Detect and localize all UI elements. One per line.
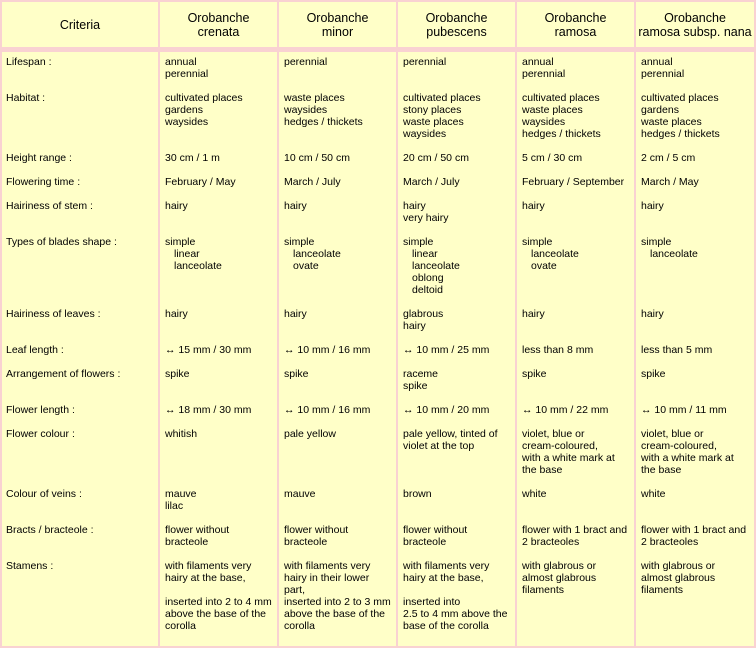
criterion-label: Hairiness of stem :: [6, 200, 93, 212]
value-line: [403, 584, 515, 596]
value-cell: [160, 148, 277, 172]
header-criteria-label: Criteria: [59, 17, 101, 32]
criterion-cell: [2, 148, 158, 172]
value-cell: [160, 196, 277, 232]
value-line: inserted into: [403, 596, 461, 608]
header-species: [636, 2, 754, 47]
value-cell: [279, 196, 396, 232]
value-line: linear: [412, 248, 438, 260]
value-cell: [279, 172, 396, 196]
species-epithet: ramosa: [554, 24, 597, 39]
value-line: base of the corolla: [403, 620, 489, 632]
value-line: inserted into 2 to 4 mm: [165, 596, 272, 608]
value-line: March / July: [284, 176, 341, 188]
value-line: bracteole: [403, 536, 447, 548]
criterion-label: Height range :: [6, 152, 72, 164]
value-line: simple: [641, 236, 672, 248]
value-line: with a white mark at: [522, 452, 615, 464]
value-cell: [398, 148, 515, 172]
criterion-label: Types of blades shape :: [6, 236, 117, 248]
value-line: pale yellow, tinted of: [403, 428, 498, 440]
value-line: perennial: [403, 56, 447, 68]
value-line: flower without: [284, 524, 349, 536]
value-line: linear: [174, 248, 200, 260]
value-line: perennial: [641, 68, 685, 80]
value-cell: [398, 364, 515, 400]
value-line: hedges / thickets: [641, 128, 720, 140]
value-line: flower without: [165, 524, 230, 536]
criterion-cell: [2, 400, 158, 424]
value-line: March / July: [403, 176, 460, 188]
value-line: filaments: [641, 584, 684, 596]
value-cell: [279, 148, 396, 172]
value-line: flower with 1 bract and: [522, 524, 628, 536]
value-line: ↔ 10 mm / 25 mm: [403, 344, 515, 356]
value-cell: [160, 88, 277, 148]
header-species: [517, 2, 634, 47]
criterion-label: Leaf length :: [6, 344, 64, 356]
criterion-cell: [2, 424, 158, 484]
value-line: cultivated places: [403, 92, 481, 104]
value-line: with filaments very: [165, 560, 252, 572]
value-cell: [517, 556, 634, 646]
header-species: [160, 2, 277, 47]
value-line: spike: [165, 368, 190, 380]
value-line: hairy: [284, 200, 307, 212]
value-line: cultivated places: [522, 92, 600, 104]
value-cell: [160, 520, 277, 556]
value-cell: [398, 232, 515, 304]
value-line: hairy: [641, 200, 664, 212]
value-line: lanceolate: [174, 260, 222, 272]
species-genus: Orobanche: [425, 10, 488, 25]
value-cell: [636, 400, 754, 424]
value-cell: [398, 424, 515, 484]
value-cell: [636, 52, 754, 88]
value-line: February / May: [165, 176, 236, 188]
value-cell: [279, 520, 396, 556]
value-cell: [636, 424, 754, 484]
value-line: almost glabrous: [641, 572, 716, 584]
value-cell: [398, 304, 515, 340]
value-line: waysides: [284, 104, 328, 116]
value-line: above the base of the: [284, 608, 385, 620]
value-line: corolla: [165, 620, 196, 632]
value-line: hairy: [403, 200, 426, 212]
value-line: annual: [641, 56, 673, 68]
criterion-label: Flower length :: [6, 404, 75, 416]
value-line: filaments: [522, 584, 565, 596]
value-line: hedges / thickets: [522, 128, 601, 140]
value-line: spike: [284, 368, 309, 380]
value-cell: [279, 424, 396, 484]
value-cell: [517, 340, 634, 364]
value-cell: [636, 88, 754, 148]
value-line: [165, 584, 277, 596]
value-cell: [636, 304, 754, 340]
value-cell: [279, 52, 396, 88]
value-cell: [517, 88, 634, 148]
criterion-label: Hairiness of leaves :: [6, 308, 101, 320]
value-line: flower without: [403, 524, 468, 536]
value-line: 2 cm / 5 cm: [641, 152, 696, 164]
value-line: cultivated places: [165, 92, 243, 104]
value-cell: [160, 424, 277, 484]
value-line: bracteole: [165, 536, 209, 548]
species-epithet: pubescens: [426, 24, 487, 39]
value-line: bracteole: [284, 536, 328, 548]
value-cell: [160, 364, 277, 400]
value-cell: [160, 52, 277, 88]
value-line: deltoid: [412, 284, 443, 296]
value-line: 10 cm / 50 cm: [284, 152, 350, 164]
value-line: ↔ 15 mm / 30 mm: [165, 344, 277, 356]
value-line: waste places: [403, 116, 464, 128]
criterion-label: Habitat :: [6, 92, 46, 104]
value-line: oblong: [412, 272, 444, 284]
value-line: ↔ 18 mm / 30 mm: [165, 404, 277, 416]
criterion-cell: [2, 364, 158, 400]
value-line: 30 cm / 1 m: [165, 152, 220, 164]
value-cell: [517, 196, 634, 232]
value-line: spike: [522, 368, 547, 380]
value-line: gardens: [641, 104, 679, 116]
value-cell: [160, 400, 277, 424]
value-cell: [517, 400, 634, 424]
value-line: inserted into 2 to 3 mm: [284, 596, 391, 608]
value-line: ↔ 10 mm / 20 mm: [403, 404, 515, 416]
value-line: with glabrous or: [641, 560, 716, 572]
value-line: waste places: [284, 92, 345, 104]
value-cell: [398, 520, 515, 556]
value-cell: [160, 484, 277, 520]
value-line: spike: [641, 368, 666, 380]
value-cell: [279, 340, 396, 364]
value-line: lanceolate: [412, 260, 460, 272]
value-line: hedges / thickets: [284, 116, 363, 128]
criterion-label: Arrangement of flowers :: [6, 368, 121, 380]
value-cell: [636, 556, 754, 646]
value-line: brown: [403, 488, 432, 500]
header-species: [279, 2, 396, 47]
value-line: perennial: [284, 56, 328, 68]
criterion-cell: [2, 196, 158, 232]
value-line: less than 5 mm: [641, 344, 713, 356]
value-cell: [517, 148, 634, 172]
value-cell: [517, 232, 634, 304]
value-line: cultivated places: [641, 92, 719, 104]
species-genus: Orobanche: [306, 10, 369, 25]
value-line: hairy: [522, 200, 545, 212]
species-epithet: ramosa subsp. nana: [638, 24, 752, 39]
value-line: mauve: [284, 488, 316, 500]
value-line: cream-coloured,: [641, 440, 717, 452]
value-line: 2 bracteoles: [522, 536, 580, 548]
value-line: ↔ 10 mm / 16 mm: [284, 404, 396, 416]
value-cell: [636, 232, 754, 304]
criterion-label: Bracts / bracteole :: [6, 524, 94, 536]
value-line: violet at the top: [403, 440, 475, 452]
criterion-cell: [2, 88, 158, 148]
value-line: almost glabrous: [522, 572, 597, 584]
value-line: simple: [522, 236, 553, 248]
value-line: 2 bracteoles: [641, 536, 699, 548]
value-line: white: [641, 488, 666, 500]
value-line: waysides: [165, 116, 209, 128]
value-cell: [636, 148, 754, 172]
value-line: hairy: [165, 308, 188, 320]
value-line: spike: [403, 380, 428, 392]
value-cell: [279, 484, 396, 520]
header-species: [398, 2, 515, 47]
criterion-cell: [2, 304, 158, 340]
value-line: waysides: [522, 116, 566, 128]
value-line: hairy at the base,: [165, 572, 246, 584]
value-cell: [517, 172, 634, 196]
value-cell: [636, 364, 754, 400]
criterion-cell: [2, 556, 158, 646]
value-line: white: [522, 488, 547, 500]
value-line: with filaments very: [403, 560, 490, 572]
value-line: less than 8 mm: [522, 344, 594, 356]
value-line: March / May: [641, 176, 699, 188]
value-line: glabrous: [403, 308, 444, 320]
value-line: ovate: [293, 260, 319, 272]
criterion-cell: [2, 340, 158, 364]
value-line: waste places: [522, 104, 583, 116]
value-line: February / September: [522, 176, 625, 188]
value-line: with a white mark at: [641, 452, 734, 464]
value-cell: [398, 172, 515, 196]
criterion-label: Lifespan :: [6, 56, 52, 68]
criterion-label: Flower colour :: [6, 428, 75, 440]
value-line: ovate: [531, 260, 557, 272]
species-epithet: crenata: [197, 24, 240, 39]
value-line: mauve: [165, 488, 197, 500]
value-line: lilac: [165, 500, 184, 512]
value-line: corolla: [284, 620, 315, 632]
criterion-label: Stamens :: [6, 560, 54, 572]
value-cell: [517, 52, 634, 88]
value-line: with filaments very: [284, 560, 371, 572]
value-cell: [398, 196, 515, 232]
value-line: hairy: [165, 200, 188, 212]
value-cell: [398, 340, 515, 364]
value-line: annual: [522, 56, 554, 68]
value-cell: [398, 556, 515, 646]
value-line: cream-coloured,: [522, 440, 598, 452]
value-line: waysides: [403, 128, 447, 140]
value-line: hairy: [284, 308, 307, 320]
value-cell: [279, 88, 396, 148]
value-cell: [160, 232, 277, 304]
value-line: ↔ 10 mm / 16 mm: [284, 344, 396, 356]
value-line: waste places: [641, 116, 702, 128]
criterion-cell: [2, 172, 158, 196]
header-criteria: [2, 2, 158, 47]
value-cell: [517, 304, 634, 340]
value-cell: [398, 52, 515, 88]
value-line: 2.5 to 4 mm above the: [403, 608, 508, 620]
value-line: simple: [165, 236, 196, 248]
value-cell: [279, 556, 396, 646]
value-cell: [636, 340, 754, 364]
value-cell: [279, 232, 396, 304]
value-line: perennial: [165, 68, 209, 80]
value-line: hairy: [641, 308, 664, 320]
value-line: ↔ 10 mm / 11 mm: [641, 404, 754, 416]
value-line: 5 cm / 30 cm: [522, 152, 583, 164]
value-cell: [160, 340, 277, 364]
value-cell: [160, 172, 277, 196]
criterion-cell: [2, 52, 158, 88]
value-line: flower with 1 bract and: [641, 524, 747, 536]
value-line: part,: [284, 584, 306, 596]
value-cell: [398, 484, 515, 520]
value-cell: [398, 88, 515, 148]
value-cell: [279, 364, 396, 400]
value-line: with glabrous or: [522, 560, 597, 572]
value-line: simple: [284, 236, 315, 248]
value-line: pale yellow: [284, 428, 336, 440]
value-cell: [160, 556, 277, 646]
criterion-cell: [2, 520, 158, 556]
value-line: gardens: [165, 104, 203, 116]
species-epithet: minor: [321, 24, 354, 39]
species-genus: Orobanche: [187, 10, 250, 25]
value-line: hairy: [403, 320, 426, 332]
value-cell: [636, 484, 754, 520]
value-line: hairy: [522, 308, 545, 320]
criterion-cell: [2, 232, 158, 304]
value-cell: [398, 400, 515, 424]
species-genus: Orobanche: [664, 10, 726, 25]
value-line: above the base of the: [165, 608, 266, 620]
value-line: perennial: [522, 68, 566, 80]
value-line: 20 cm / 50 cm: [403, 152, 469, 164]
value-line: violet, blue or: [522, 428, 585, 440]
value-line: the base: [641, 464, 682, 476]
value-line: very hairy: [403, 212, 449, 224]
value-line: hairy in their lower: [284, 572, 370, 584]
value-line: lanceolate: [293, 248, 341, 260]
value-cell: [517, 520, 634, 556]
value-line: raceme: [403, 368, 439, 380]
value-line: whitish: [165, 428, 198, 440]
value-line: hairy at the base,: [403, 572, 484, 584]
criterion-cell: [2, 484, 158, 520]
value-line: the base: [522, 464, 563, 476]
criterion-label: Flowering time :: [6, 176, 81, 188]
value-line: violet, blue or: [641, 428, 704, 440]
value-cell: [517, 484, 634, 520]
value-cell: [279, 400, 396, 424]
value-line: lanceolate: [650, 248, 698, 260]
value-cell: [160, 304, 277, 340]
value-line: annual: [165, 56, 197, 68]
value-line: lanceolate: [531, 248, 579, 260]
value-line: ↔ 10 mm / 22 mm: [522, 404, 634, 416]
value-cell: [636, 196, 754, 232]
value-line: stony places: [403, 104, 462, 116]
value-line: simple: [403, 236, 434, 248]
criterion-label: Colour of veins :: [6, 488, 82, 500]
value-cell: [636, 172, 754, 196]
value-cell: [517, 424, 634, 484]
value-cell: [279, 304, 396, 340]
value-cell: [517, 364, 634, 400]
value-cell: [636, 520, 754, 556]
species-genus: Orobanche: [544, 10, 607, 25]
